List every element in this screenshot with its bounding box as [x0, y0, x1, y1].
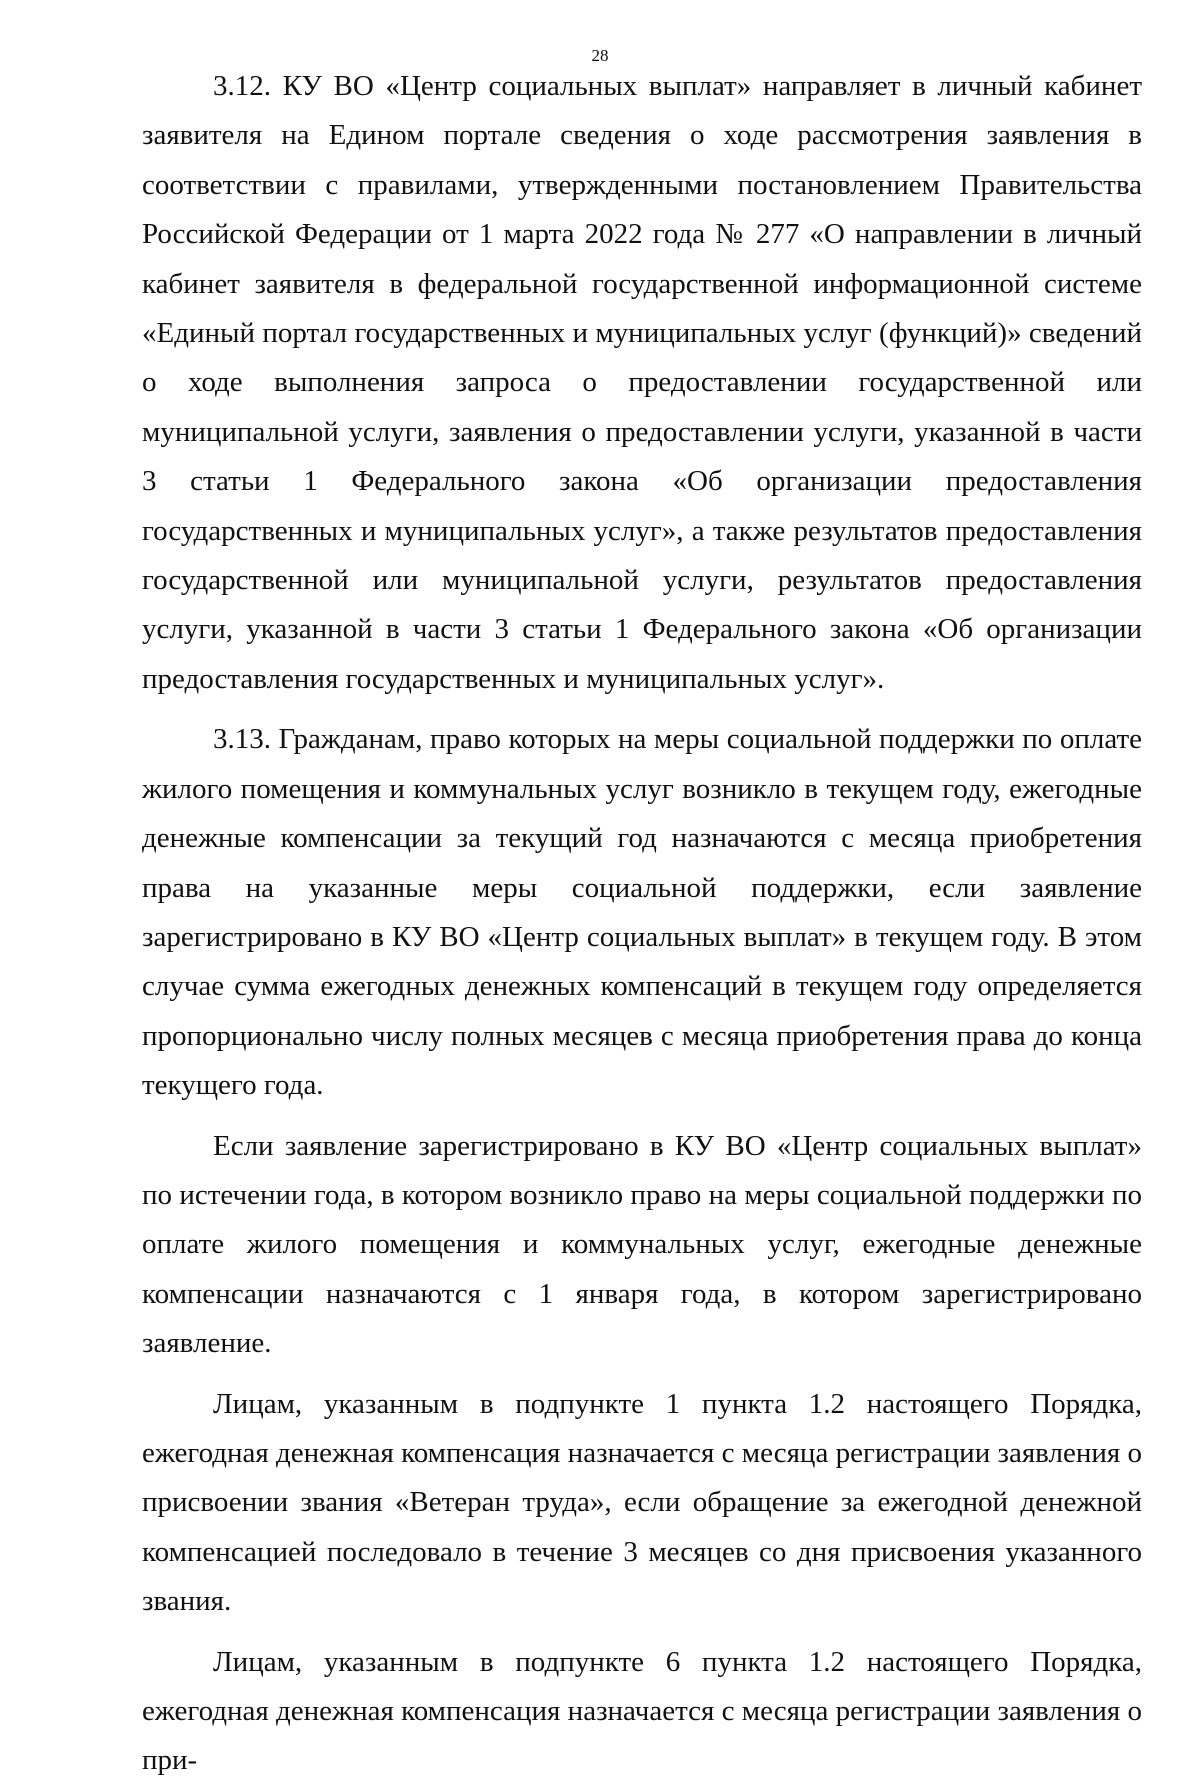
- page-number: 28: [591, 46, 609, 65]
- document-body: [142, 62, 1142, 1786]
- paragraph-labor-veterans: Лицам, указанным в подпункте 1 пункта 1.2 настоящего Порядка, ежегодная денежная компенсация назначается с месяца регистрации заявления о присвоении звания «Ветеран труда», если обращение за ежегодной денежной компенсацией последовало в течение 3 месяцев со дня присвоения указанного звания.: [142, 1387, 1142, 1618]
- paragraph-3-13: 3.13. Гражданам, право которых на меры социальной поддержки по оплате жилого помещения и коммунальных услуг возникло в текущем году, ежегодные денежные компенсации за текущий год назначаются с месяца приобретения права на указанные меры социальной поддержки, если заявление зарегистрировано в КУ ВО «Центр социальных выплат» в текущем году. В этом случае сумма ежегодных денежных компенсаций в текущем году определяется пропорционально числу полных месяцев с месяца приобретения права до конца текущего года.: [142, 723, 1142, 1102]
- paragraph-subclause-6: Лицам, указанным в подпункте 6 пункта 1.2 настоящего Порядка, ежегодная денежная компенсация назначается с месяца регистрации заявления о при-: [142, 1645, 1142, 1777]
- paragraph-3-12: 3.12. КУ ВО «Центр социальных выплат» направляет в личный кабинет заявителя на Едином портале сведения о ходе рассмотрения заявления в соответствии с правилами, утвержденными постановлением Правительства Российской Федерации от 1 марта 2022 года № 277 «О направлении в личный кабинет заявителя в федеральной государственной информационной системе «Единый портал государственных и муниципальных услуг (функций)» сведений о ходе выполнения запроса о предоставлении государственной или муниципальной услуги, заявления о предоставлении услуги, указанной в части 3 статьи 1 Федерального закона «Об организации предоставления государственных и муниципальных услуг», а также результатов предоставления государственной или муниципальной услуги, результатов предоставления услуги, указанной в части 3 статьи 1 Федерального закона «Об организации предоставления государственных и муниципальных услуг».: [142, 70, 1142, 695]
- paragraph-late-registration: Если заявление зарегистрировано в КУ ВО «Центр социальных выплат» по истечении года, в котором возникло право на меры социальной поддержки по оплате жилого помещения и коммунальных услуг, ежегодные денежные компенсации назначаются с 1 января года, в котором зарегистрировано заявление.: [142, 1129, 1142, 1360]
